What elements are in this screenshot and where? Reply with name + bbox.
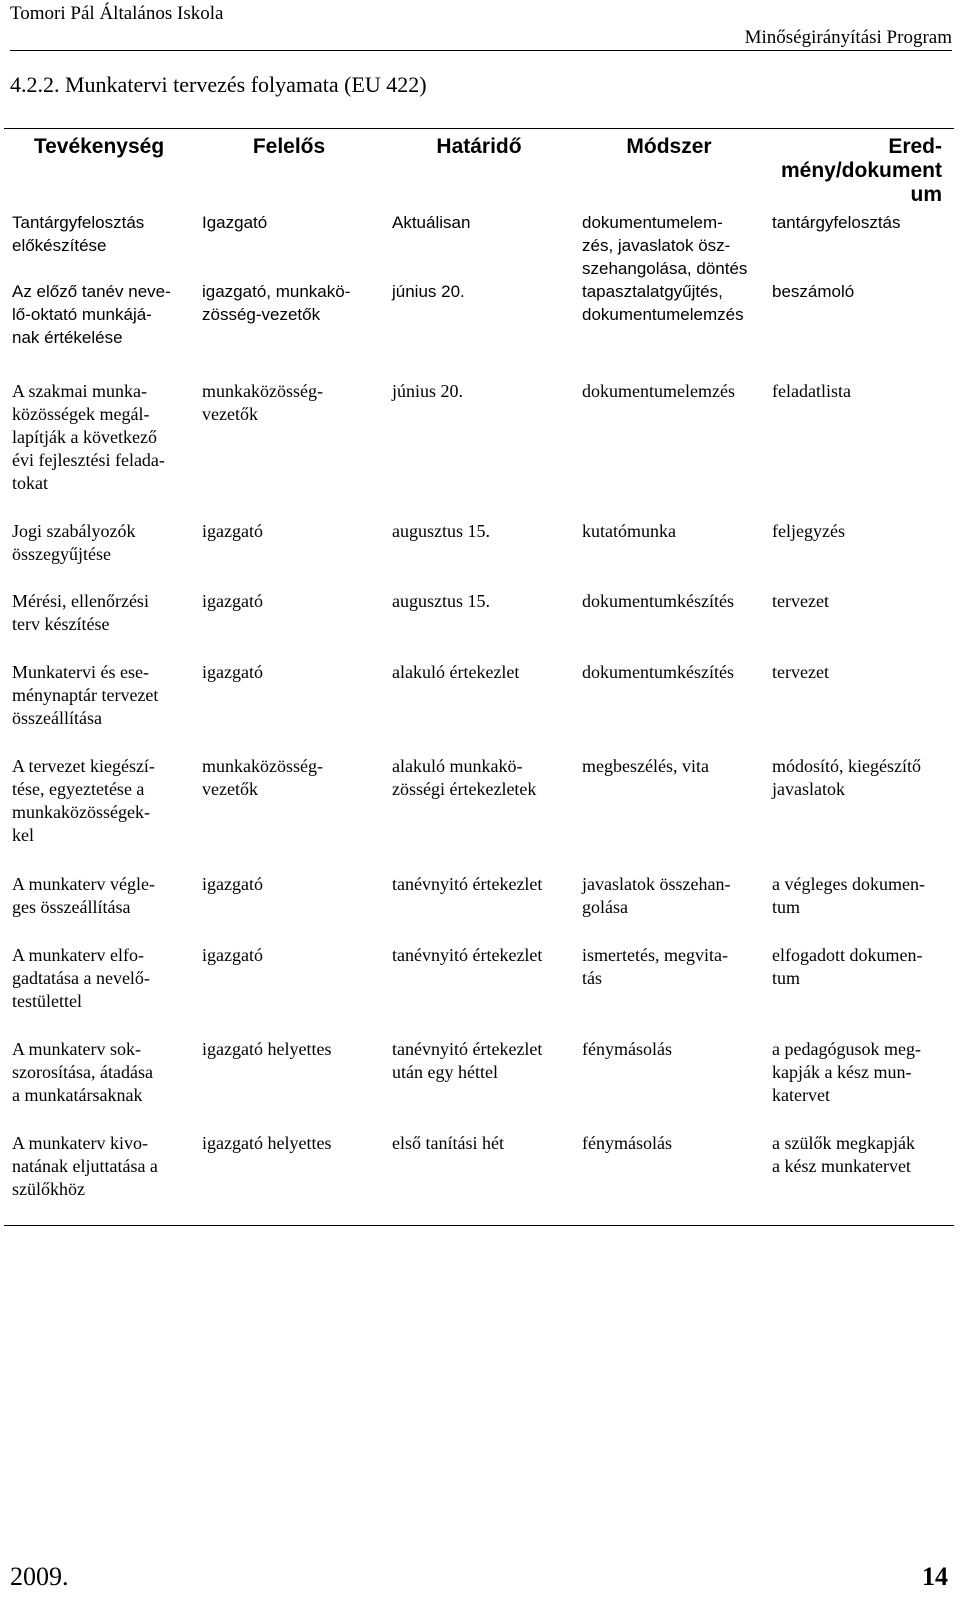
activity-text: A munkaterv sok- szorosítása, átadása a munkatársaknak [12, 1038, 153, 1105]
responsible-text: munkaközösség- vezetők [202, 380, 323, 424]
result-text: a szülők megkapják a kész munkatervet [772, 1132, 915, 1176]
cell-activity [4, 590, 194, 661]
cell-deadline [384, 211, 574, 280]
cell-deadline [384, 520, 574, 590]
cell-activity [4, 1132, 194, 1226]
table-row [4, 280, 954, 380]
cell-method [574, 1038, 764, 1132]
cell-deadline [384, 280, 574, 380]
cell-method [574, 661, 764, 755]
cell-deadline [384, 380, 574, 520]
cell-responsible [194, 755, 384, 873]
deadline-text: alakuló értekezlet [392, 661, 520, 682]
cell-result [764, 1038, 954, 1132]
cell-method [574, 380, 764, 520]
cell-deadline [384, 590, 574, 661]
method-text: fénymásolás [582, 1038, 672, 1059]
cell-result [764, 280, 954, 380]
method-text: dokumentumelemzés [582, 380, 735, 401]
responsible-text: igazgató [202, 873, 263, 894]
table-row [4, 211, 954, 280]
cell-activity [4, 211, 194, 280]
work-plan-table [4, 128, 954, 1226]
page-header [10, 0, 952, 51]
result-text: a végleges dokumen- tum [772, 873, 925, 917]
cell-result [764, 873, 954, 944]
cell-activity [4, 755, 194, 873]
cell-deadline [384, 1038, 574, 1132]
activity-text: Mérési, ellenőrzési terv készítése [12, 590, 149, 634]
deadline-text: tanévnyitó értekezlet [392, 944, 543, 965]
cell-method [574, 755, 764, 873]
column-header-deadline: Határidő [384, 129, 574, 211]
cell-activity [4, 661, 194, 755]
cell-result [764, 211, 954, 280]
cell-deadline [384, 661, 574, 755]
table-row [4, 520, 954, 590]
responsible-text: igazgató helyettes [202, 1132, 332, 1153]
cell-responsible [194, 590, 384, 661]
cell-responsible [194, 211, 384, 280]
cell-responsible [194, 1132, 384, 1226]
table-row [4, 1038, 954, 1132]
method-text: dokumentumelem- zés, javaslatok ösz- szehangolása, döntés [582, 212, 748, 278]
table-header-row [4, 129, 954, 211]
activity-text: Munkatervi és ese- ménynaptár tervezet összeállítása [12, 661, 159, 728]
cell-activity [4, 1038, 194, 1132]
responsible-text: igazgató helyettes [202, 1038, 332, 1059]
result-text: beszámoló [772, 281, 855, 301]
cell-activity [4, 520, 194, 590]
column-header-result: Ered- mény/dokument um [764, 129, 954, 211]
activity-text: A munkaterv kivo- natának eljuttatása a szülőkhöz [12, 1132, 158, 1199]
section-title: 4.2.2. Munkatervi tervezés folyamata (EU 422) [10, 72, 427, 97]
activity-text: A szakmai munka- közösségek megál- lapítják a következő évi fejlesztési felada- tokat [12, 380, 165, 493]
activity-text: A tervezet kiegészí- tése, egyeztetése a munkaközösségek- kel [12, 755, 155, 845]
result-text: tervezet [772, 661, 829, 682]
cell-result [764, 944, 954, 1038]
cell-activity [4, 944, 194, 1038]
table-row [4, 755, 954, 873]
column-header-method: Módszer [574, 129, 764, 211]
result-text: elfogadott dokumen- tum [772, 944, 923, 988]
cell-method [574, 211, 764, 280]
method-text: fénymásolás [582, 1132, 672, 1153]
deadline-text: június 20. [392, 380, 464, 401]
responsible-text: igazgató [202, 944, 263, 965]
cell-result [764, 661, 954, 755]
cell-responsible [194, 873, 384, 944]
deadline-text: első tanítási hét [392, 1132, 504, 1153]
responsible-text: munkaközösség- vezetők [202, 755, 323, 799]
deadline-text: augusztus 15. [392, 590, 490, 611]
cell-deadline [384, 873, 574, 944]
cell-method [574, 590, 764, 661]
cell-result [764, 1132, 954, 1226]
cell-result [764, 380, 954, 520]
cell-deadline [384, 944, 574, 1038]
method-text: tapasztalatgyűjtés, dokumentumelemzés [582, 281, 744, 324]
page-number: 14 [922, 1562, 948, 1591]
deadline-text: Aktuálisan [392, 212, 471, 232]
deadline-text: alakuló munkakö- zösségi értekezletek [392, 755, 537, 799]
cell-result [764, 755, 954, 873]
column-header-activity: Tevékenység [4, 129, 194, 211]
cell-responsible [194, 661, 384, 755]
method-text: megbeszélés, vita [582, 755, 709, 776]
cell-result [764, 520, 954, 590]
cell-method [574, 1132, 764, 1226]
footer-year: 2009. [10, 1562, 69, 1591]
school-name: Tomori Pál Általános Iskola [10, 3, 224, 24]
responsible-text: igazgató [202, 590, 263, 611]
activity-text: Az előző tanév neve- lő-oktató munkájá- nak értékelése [12, 281, 171, 347]
table-row [4, 661, 954, 755]
responsible-text: igazgató [202, 520, 263, 541]
cell-deadline [384, 1132, 574, 1226]
result-text: a pedagógusok meg- kapják a kész mun- katervet [772, 1038, 921, 1105]
deadline-text: augusztus 15. [392, 520, 490, 541]
responsible-text: igazgató [202, 661, 263, 682]
table-row [4, 873, 954, 944]
cell-responsible [194, 280, 384, 380]
responsible-text: igazgató, munkakö- zösség-vezetők [202, 281, 351, 324]
method-text: ismertetés, megvita- tás [582, 944, 728, 988]
method-text: dokumentumkészítés [582, 661, 734, 682]
table-row [4, 590, 954, 661]
deadline-text: tanévnyitó értekezlet [392, 873, 543, 894]
result-text: feljegyzés [772, 520, 845, 541]
activity-text: Jogi szabályozók összegyűjtése [12, 520, 136, 564]
cell-activity [4, 280, 194, 380]
cell-responsible [194, 1038, 384, 1132]
result-text: feladatlista [772, 380, 851, 401]
method-text: dokumentumkészítés [582, 590, 734, 611]
result-text: módosító, kiegészítő javaslatok [772, 755, 921, 799]
activity-text: A munkaterv elfo- gadtatása a nevelő- testülettel [12, 944, 150, 1011]
cell-result [764, 590, 954, 661]
table-row [4, 1132, 954, 1226]
cell-method [574, 280, 764, 380]
cell-method [574, 520, 764, 590]
cell-responsible [194, 944, 384, 1038]
method-text: kutatómunka [582, 520, 676, 541]
cell-activity [4, 380, 194, 520]
deadline-text: tanévnyitó értekezlet után egy héttel [392, 1038, 543, 1082]
deadline-text: június 20. [392, 281, 465, 301]
cell-activity [4, 873, 194, 944]
table-row [4, 380, 954, 520]
method-text: javaslatok összehan- golása [582, 873, 731, 917]
cell-responsible [194, 380, 384, 520]
cell-deadline [384, 755, 574, 873]
cell-method [574, 944, 764, 1038]
cell-method [574, 873, 764, 944]
table-row [4, 944, 954, 1038]
activity-text: A munkaterv végle- ges összeállítása [12, 873, 155, 917]
result-text: tervezet [772, 590, 829, 611]
program-name: Minőségirányítási Program [744, 27, 952, 48]
result-text: tantárgyfelosztás [772, 212, 901, 232]
cell-responsible [194, 520, 384, 590]
responsible-text: Igazgató [202, 212, 268, 232]
column-header-responsible: Felelős [194, 129, 384, 211]
activity-text: Tantárgyfelosztás előkészítése [12, 212, 145, 255]
